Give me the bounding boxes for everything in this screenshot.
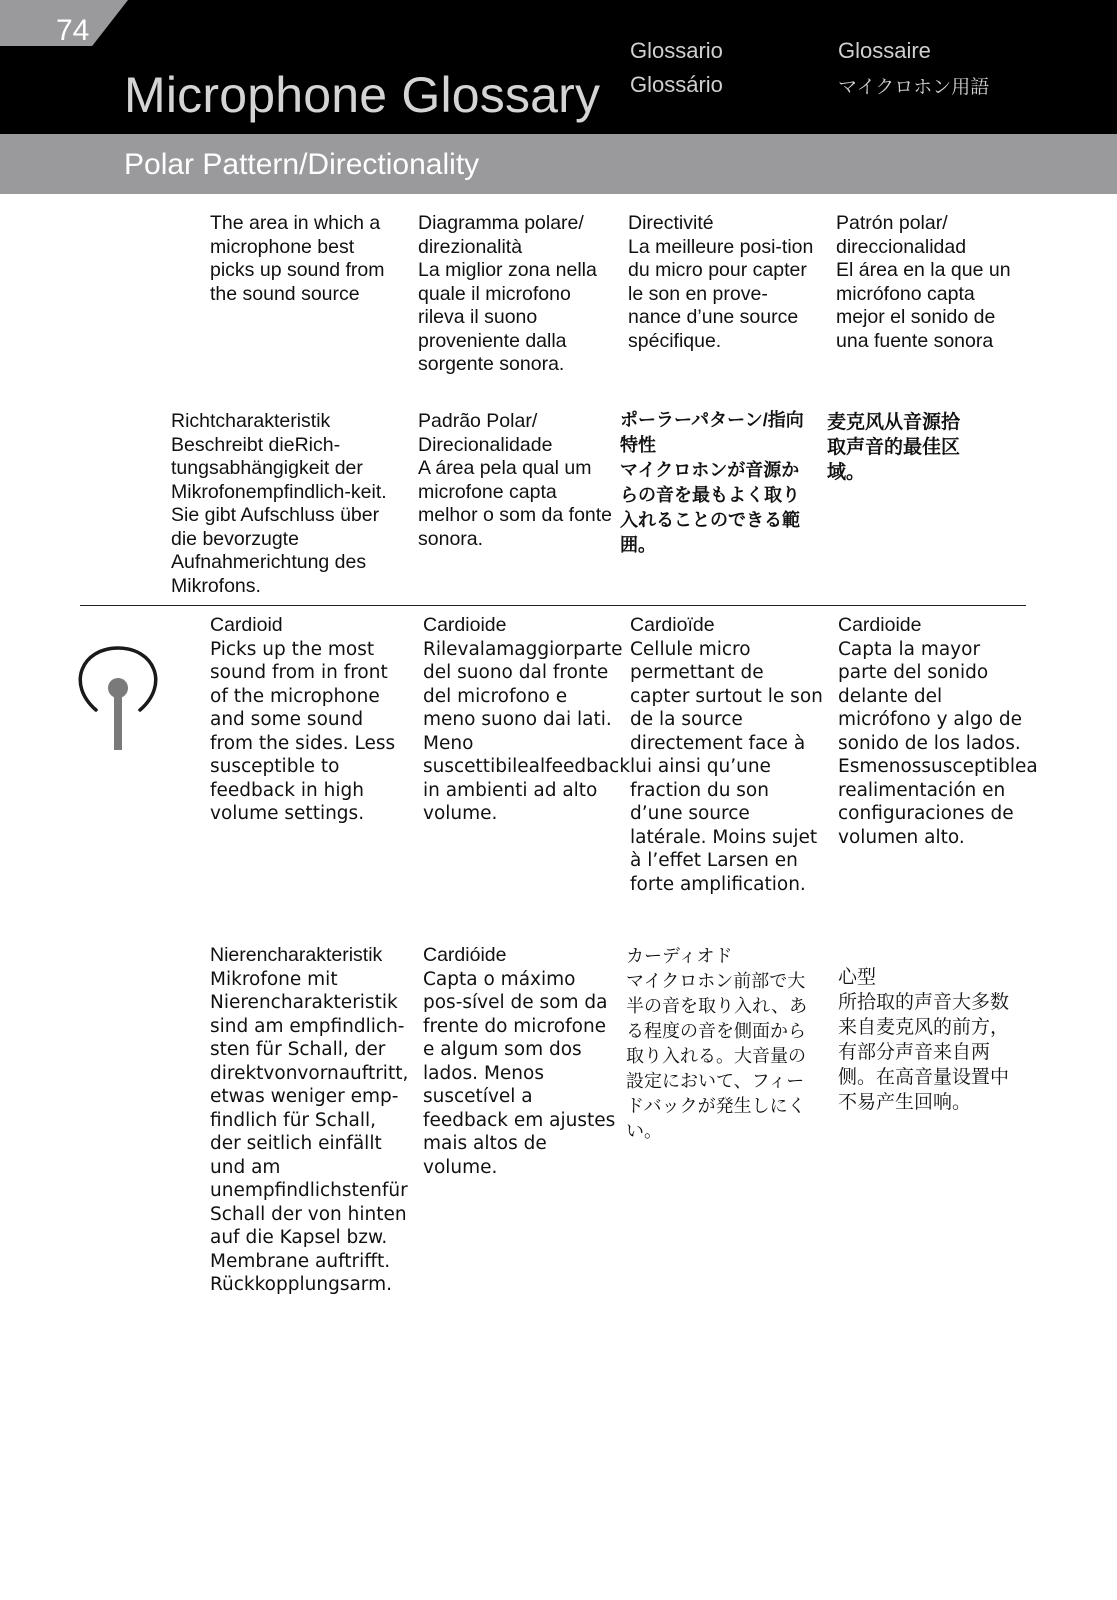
cardioid-entry-de	[210, 944, 410, 1297]
title-italian: Glossario	[630, 38, 723, 63]
entry-description: Picks up the most sound from in front of the microphone and some sound from the sides. Less susceptible to feedback in high volume settings.	[210, 638, 396, 824]
entry-description: A área pela qual um microfone capta melhor o som da fonte sonora.	[418, 457, 613, 550]
polar-entry-zh	[827, 410, 967, 485]
entry-description: Capta o máximo pos-sível de som da frente do microfone e algum som dos lados. Menos suscetível a feedback em ajustes mais altos de volume.	[423, 968, 616, 1178]
entry-term: Cardioide	[423, 614, 507, 636]
entry-term: Cardioid	[210, 614, 283, 636]
entry-description: Rilevalamaggiorparte del suono dal fronte del microfono e meno suono dai lati. Meno suscettibilealfeedback in ambienti ad alto volume.	[423, 638, 631, 824]
section-header	[0, 134, 1117, 194]
entry-term: Richtcharakteristik	[171, 410, 331, 432]
entry-description: El área en la que un micrófono capta mejor el sonido de una fuente sonora	[836, 259, 1011, 352]
entry-description: La miglior zona nella quale il microfono rileva il suono proveniente dalla sorgente sonora.	[418, 259, 597, 375]
polar-entry-es	[836, 212, 1026, 353]
entry-term: Nierencharakteristik	[210, 944, 383, 966]
entry-description: Cellule micro permettant de capter surtout le son de la source directement face à lui ainsi qu’une fraction du son d’une source latérale. Moins sujet à l’effet Larsen en forte amplification.	[630, 638, 823, 895]
cardioid-entry-fr	[630, 614, 825, 896]
entry-term: Directivité	[628, 212, 714, 234]
title-french: Glossaire	[838, 38, 931, 63]
entry-term: Padrão Polar/ Direcionalidade	[418, 410, 553, 456]
entry-description: La meilleure posi-tion du micro pour capter le son en prove-nance d’une source spécifique.	[628, 235, 814, 352]
entry-description: Beschreibt dieRich-tungsabhängigkeit der Mikrofonempfindlich-keit. Sie gibt Aufschluss über die bevorzugte Aufnahmerichtung des Mikrofons.	[171, 433, 387, 597]
cardioid-entry-it	[423, 614, 631, 826]
entry-description: 麦克风从音源拾取声音的最佳区域。	[827, 412, 961, 483]
title-portuguese: Glossário	[630, 72, 723, 97]
polar-entry-de	[171, 410, 399, 598]
page-number: 74	[56, 14, 90, 47]
entry-description: マイクロホン前部で大半の音を取り入れ、ある程度の音を側面から取り入れる。大音量の設定において、フィードバックが発生しにくい。	[626, 971, 808, 1141]
entry-term: ポーラーパターン/指向特性	[620, 410, 804, 455]
cardioid-entry-ja	[626, 944, 811, 1144]
polar-entry-it	[418, 212, 613, 377]
section-divider	[80, 605, 1026, 606]
entry-term: Cardioïde	[630, 614, 715, 636]
polar-entry-ja	[620, 408, 810, 558]
entry-term: Diagramma polare/ direzionalità	[418, 212, 584, 258]
cardioid-entry-pt	[423, 944, 618, 1179]
entry-description: 所拾取的声音大多数来自麦克风的前方，有部分声音来自两侧。在高音量设置中不易产生回响。	[838, 992, 1010, 1113]
section-title: Polar Pattern/Directionality	[124, 148, 480, 181]
entry-description: Mikrofone mit Nierencharakteristik sind am empfindlich-sten für Schall, der direktvonvornauftritt, etwas weniger emp-findlich für Schall, der seitlich einfällt und am unempfindlichstenfür Schall der von hinten auf die Kapsel bzw. Membrane auftrifft. Rückkopplungsarm.	[210, 968, 409, 1295]
entry-description: マイクロホンが音源からの音を最もよく取り入れることのできる範囲。	[620, 460, 800, 555]
cardioid-entry-es	[838, 614, 1038, 849]
polar-entry-pt	[418, 410, 613, 551]
polar-entry-fr	[628, 212, 818, 353]
cardioid-entry-zh	[838, 965, 1018, 1115]
entry-term: Patrón polar/ direccionalidad	[836, 212, 967, 258]
entry-description: The area in which a microphone best picks up sound from the sound source	[210, 212, 385, 305]
entry-term: Cardioide	[838, 614, 922, 636]
page-header	[0, 0, 1117, 134]
entry-term: 心型	[838, 967, 877, 988]
polar-entry-en	[210, 212, 400, 306]
title-japanese: マイクロホン用語	[838, 76, 990, 98]
entry-description: Capta la mayor parte del sonido delante del micrófono y algo de sonido de los lados. Esmenossusceptiblea realimentación en configuraciones de volumen alto.	[838, 638, 1038, 848]
page-title: Microphone Glossary	[124, 67, 601, 123]
entry-term: Cardióide	[423, 944, 507, 966]
cardioid-polar-pattern-icon	[78, 646, 160, 752]
cardioid-entry-en	[210, 614, 410, 826]
entry-term: カーディオド	[626, 946, 733, 966]
